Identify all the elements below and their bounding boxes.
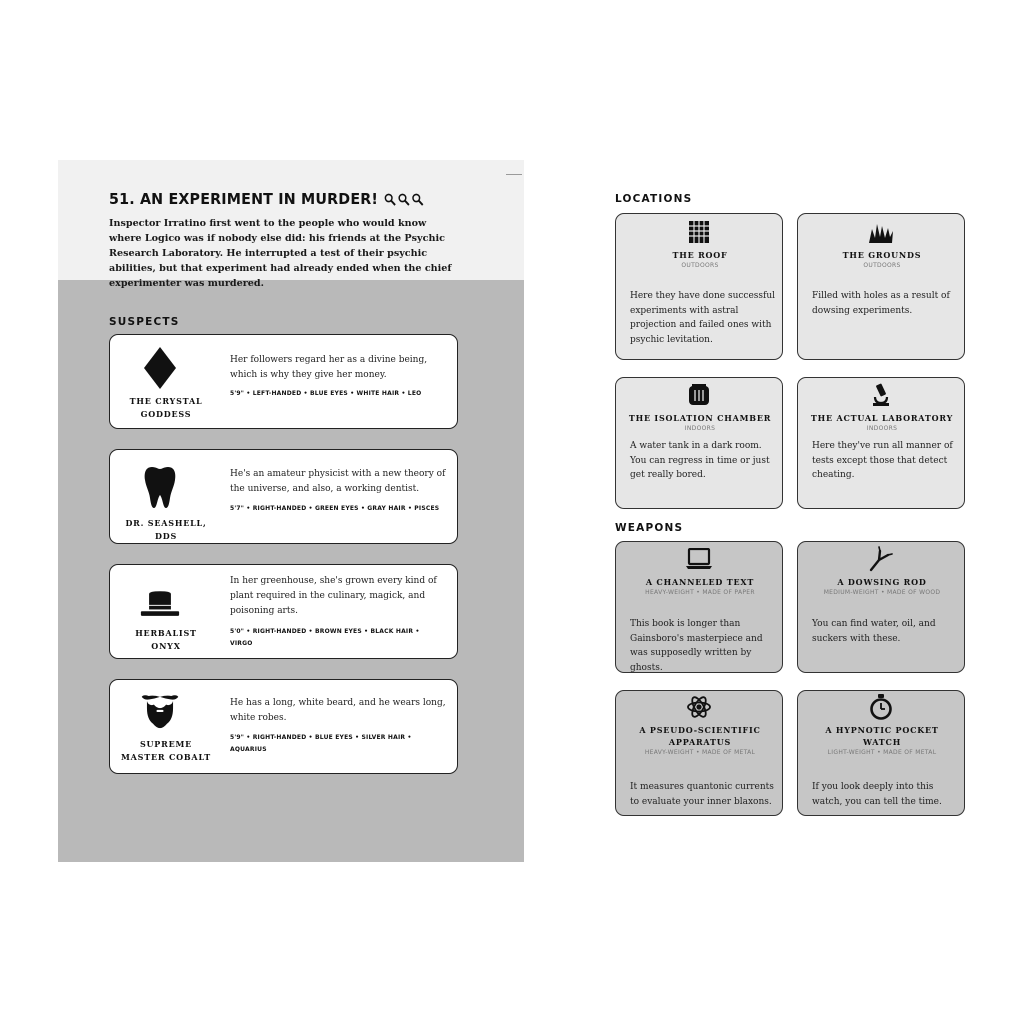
suspect-name: DR. SEASHELL, DDS	[125, 518, 207, 541]
location-name: THE ACTUAL LABORATORY	[810, 413, 954, 423]
suspect-card-supreme-master-cobalt	[109, 679, 458, 774]
suspect-description: He has a long, white beard, and he wears long, white robes.	[230, 698, 446, 723]
location-card-isolation-chamber	[615, 377, 783, 509]
atom-icon	[616, 694, 782, 720]
location-type: INDOORS	[866, 425, 898, 432]
difficulty-rating	[384, 193, 424, 206]
weapon-properties: MEDIUM-WEIGHT • MADE OF WOOD	[823, 589, 941, 596]
roof-tiles-icon	[616, 219, 782, 245]
puzzle-header	[58, 160, 524, 289]
location-card-grounds	[797, 213, 965, 360]
suspect-card-herbalist-onyx	[109, 564, 458, 659]
suspects-heading: SUSPECTS	[109, 316, 180, 328]
weapon-properties: HEAVY-WEIGHT • MADE OF PAPER	[645, 589, 755, 596]
weapon-properties: LIGHT-WEIGHT • MADE OF METAL	[827, 749, 937, 756]
suspect-stats: 5'9" • LEFT-HANDED • BLUE EYES • WHITE HAIR • LEO	[230, 390, 422, 397]
weapon-description: If you look deeply into this watch, you can tell the time.	[812, 782, 942, 807]
suspect-stats: 5'9" • RIGHT-HANDED • BLUE EYES • SILVER HAIR • AQUARIUS	[230, 734, 412, 753]
location-name: THE GROUNDS	[842, 250, 922, 260]
location-type: OUTDOORS	[681, 262, 719, 269]
hat-icon	[140, 583, 180, 625]
suspect-stats: 5'0" • RIGHT-HANDED • BROWN EYES • BLACK HAIR • VIRGO	[230, 628, 420, 647]
suspect-description: He's an amateur physicist with a new theory of the universe, and also, a working dentist.	[230, 469, 446, 494]
suspect-name: SUPREME MASTER COBALT	[121, 739, 211, 762]
tooth-icon	[140, 466, 180, 508]
weapon-card-pseudo-scientific-apparatus	[615, 690, 783, 816]
microscope-icon	[798, 382, 964, 408]
weapon-description: You can find water, oil, and suckers with these.	[812, 619, 936, 644]
location-description: Filled with holes as a result of dowsing experiments.	[812, 291, 950, 316]
weapon-properties: HEAVY-WEIGHT • MADE OF METAL	[644, 749, 756, 756]
location-description: Here they've run all manner of tests except those that detect cheating.	[812, 441, 953, 480]
location-description: A water tank in a dark room. You can regress in time or just get really bored.	[630, 441, 770, 480]
weapon-description: This book is longer than Gainsboro's masterpiece and was supposedly written by ghosts.	[630, 619, 763, 673]
suspect-card-dr-seashell	[109, 449, 458, 544]
weapons-heading: WEAPONS	[615, 522, 684, 534]
dowsing-rod-icon	[798, 546, 964, 572]
weapon-card-hypnotic-pocket-watch	[797, 690, 965, 816]
magnifier-icon	[411, 193, 423, 206]
location-name: THE ISOLATION CHAMBER	[628, 413, 772, 423]
suspect-name: THE CRYSTAL GODDESS	[129, 396, 203, 419]
puzzle-intro: Inspector Irratino first went to the people who would know where Logico was if nobody else did: his friends at the Psychic Research Laboratory. He interrupted a test of their psychic abilities, but that experiment had already ended when the chief experimenter was murdered.	[109, 218, 452, 289]
laptop-icon	[616, 546, 782, 572]
suspect-description: Her followers regard her as a divine being, which is why they give her money.	[230, 355, 428, 380]
location-type: OUTDOORS	[863, 262, 901, 269]
left-page	[58, 160, 524, 862]
weapon-name: A DOWSING ROD	[837, 577, 927, 587]
weapon-card-dowsing-rod	[797, 541, 965, 673]
weapon-name: A HYPNOTIC POCKET WATCH	[825, 725, 939, 747]
grass-icon	[798, 220, 964, 246]
weapon-name: A CHANNELED TEXT	[645, 577, 755, 587]
water-tank-icon	[616, 382, 782, 408]
suspect-card-crystal-goddess	[109, 334, 458, 429]
beard-icon	[140, 688, 180, 730]
page-corner-mark	[506, 174, 522, 175]
location-card-actual-laboratory	[797, 377, 965, 509]
location-name: THE ROOF	[672, 250, 728, 260]
weapon-description: It measures quantonic currents to evaluate your inner blaxons.	[630, 782, 774, 807]
location-description: Here they have done successful experiments with astral projection and failed ones with psychic levitation.	[630, 291, 776, 345]
suspect-stats: 5'7" • RIGHT-HANDED • GREEN EYES • GRAY HAIR • PISCES	[230, 505, 440, 512]
location-type: INDOORS	[684, 425, 716, 432]
weapon-card-channeled-text	[615, 541, 783, 673]
locations-heading: LOCATIONS	[615, 193, 693, 205]
suspect-name: HERBALIST ONYX	[135, 628, 197, 651]
puzzle-title: 51. AN EXPERIMENT IN MURDER!	[109, 190, 423, 208]
suspect-description: In her greenhouse, she's grown every kind of plant required in the culinary, magick, and poisoning arts.	[230, 576, 437, 616]
weapon-name: A PSEUDO-SCIENTIFIC APPARATUS	[639, 725, 761, 747]
magnifier-icon	[384, 193, 396, 206]
pocket-watch-icon	[798, 694, 964, 720]
diamond-icon	[140, 347, 180, 389]
location-card-roof	[615, 213, 783, 360]
magnifier-icon	[397, 193, 409, 206]
